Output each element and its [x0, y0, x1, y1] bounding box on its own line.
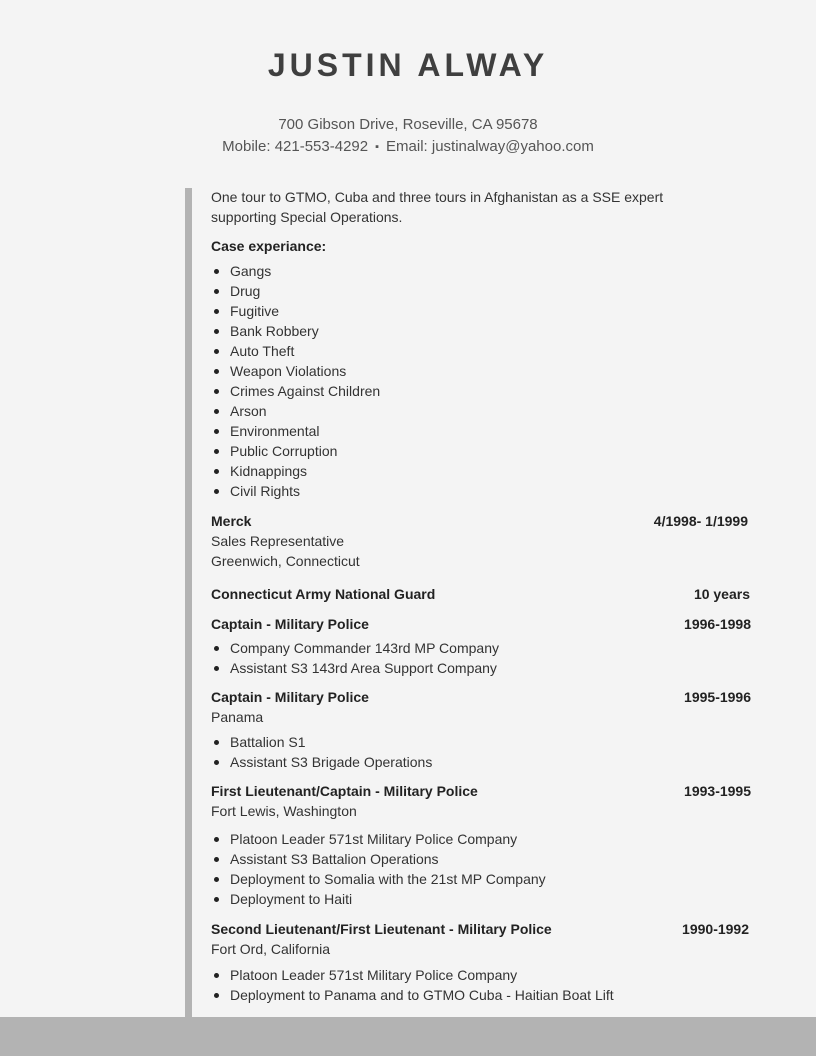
intro-summary: One tour to GTMO, Cuba and three tours in Afghanistan as a SSE expert supporting Special Operations. — [211, 189, 664, 225]
position-location: Fort Ord, California — [211, 941, 331, 957]
case-experience-heading: Case experiance: — [211, 238, 327, 254]
list-item: Company Commander 143rd MP Company — [211, 638, 499, 658]
position-title: Captain - Military Police — [211, 616, 369, 632]
position-duties — [211, 732, 432, 772]
list-item: Environmental — [211, 421, 380, 441]
bottom-band — [0, 1017, 816, 1056]
organization-name: Connecticut Army National Guard — [211, 586, 436, 602]
list-item: Deployment to Haiti — [211, 889, 546, 909]
position-dates: 1995-1996 — [684, 689, 751, 705]
list-item: Gangs — [211, 261, 380, 281]
list-item: Platoon Leader 571st Military Police Company — [211, 829, 546, 849]
list-item: Public Corruption — [211, 441, 380, 461]
left-accent-rule — [185, 188, 192, 1017]
position-location: Fort Lewis, Washington — [211, 803, 357, 819]
list-item: Assistant S3 Brigade Operations — [211, 752, 432, 772]
list-item: Bank Robbery — [211, 321, 380, 341]
list-item: Drug — [211, 281, 380, 301]
position-header — [211, 687, 751, 707]
position-title: Captain - Military Police — [211, 689, 369, 705]
guard-header — [211, 584, 751, 604]
service-duration: 10 years — [693, 586, 750, 602]
merck-header — [211, 511, 751, 531]
list-item: Auto Theft — [211, 341, 380, 361]
company-name: Merck — [211, 513, 252, 529]
candidate-name: JUSTIN ALWAY — [267, 47, 549, 83]
list-item: Assistant S3 143rd Area Support Company — [211, 658, 499, 678]
list-item: Civil Rights — [211, 481, 380, 501]
list-item: Deployment to Panama and to GTMO Cuba - Haitian Boat Lift — [211, 985, 614, 1005]
address: 700 Gibson Drive, Roseville, CA 95678 — [278, 116, 538, 133]
separator-bullet: ▪ — [375, 141, 380, 153]
employment-dates: 4/1998- 1/1999 — [653, 513, 748, 529]
job-role: Sales Representative — [211, 533, 345, 549]
position-dates: 1993-1995 — [684, 783, 751, 799]
position-duties — [211, 829, 546, 909]
list-item: Arson — [211, 401, 380, 421]
position-title: Second Lieutenant/First Lieutenant - Military Police — [211, 921, 552, 937]
position-header — [211, 919, 751, 939]
list-item: Deployment to Somalia with the 21st MP Company — [211, 869, 546, 889]
position-dates: 1990-1992 — [682, 921, 749, 937]
list-item: Kidnappings — [211, 461, 380, 481]
position-duties — [211, 965, 614, 1005]
position-duties — [211, 638, 499, 678]
list-item: Crimes Against Children — [211, 381, 380, 401]
position-location: Panama — [211, 709, 264, 725]
case-experience-list — [211, 261, 380, 501]
position-dates: 1996-1998 — [684, 616, 751, 632]
list-item: Battalion S1 — [211, 732, 432, 752]
position-header — [211, 781, 751, 801]
list-item: Fugitive — [211, 301, 380, 321]
job-location: Greenwich, Connecticut — [211, 553, 360, 569]
email-address: Email: justinalway@yahoo.com — [386, 138, 594, 155]
contact-line — [0, 138, 816, 155]
list-item: Platoon Leader 571st Military Police Company — [211, 965, 614, 985]
position-header — [211, 614, 751, 634]
position-title: First Lieutenant/Captain - Military Police — [211, 783, 478, 799]
list-item: Assistant S3 Battalion Operations — [211, 849, 546, 869]
list-item: Weapon Violations — [211, 361, 380, 381]
mobile-number: Mobile: 421-553-4292 — [222, 138, 369, 155]
